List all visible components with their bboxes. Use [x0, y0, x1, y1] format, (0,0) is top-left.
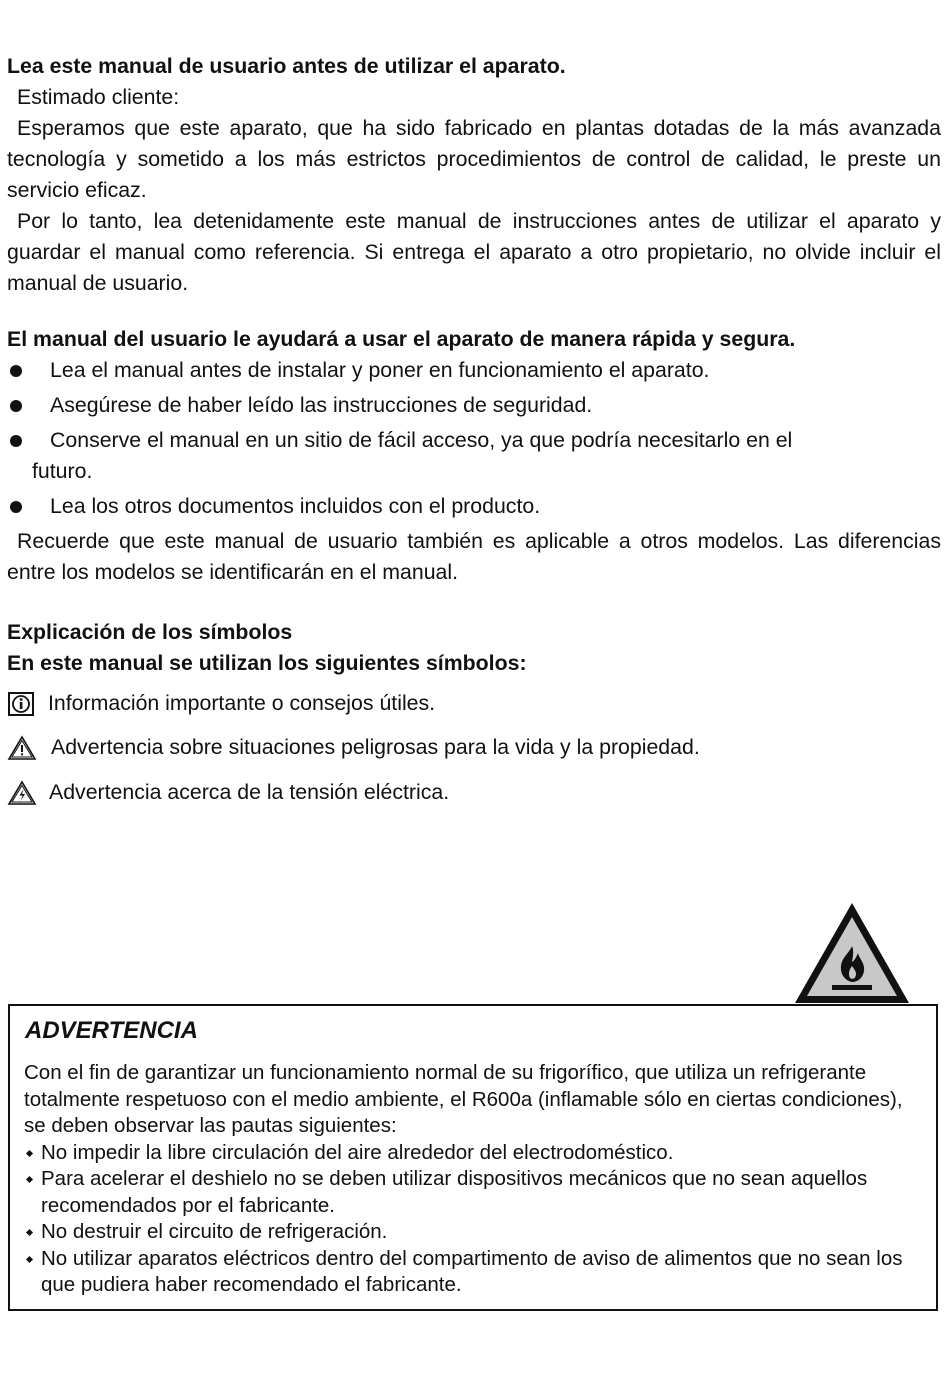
symbol-row-warning — [7, 732, 700, 763]
symbol-row-electric — [7, 777, 449, 808]
warning-item-text: No destruir el circuito de refrigeración. — [41, 1220, 388, 1243]
bullet-icon — [10, 400, 22, 412]
warning-item-text: No impedir la libre circulación del aire alrededor del electrodoméstico. — [41, 1140, 674, 1164]
list-item — [7, 355, 950, 386]
warning-title: ADVERTENCIA — [25, 1017, 198, 1044]
warning-list-item — [24, 1166, 914, 1219]
symbol-description: Información importante o consejos útiles. — [48, 691, 436, 715]
list-item-text-continued: futuro. — [32, 459, 93, 483]
diamond-bullet-icon — [26, 1176, 33, 1183]
manual-purpose-heading: El manual del usuario le ayudará a usar el aparato de manera rápida y segura. — [7, 327, 796, 351]
symbol-description: Advertencia sobre situaciones peligrosas para la vida y la propiedad. — [51, 735, 700, 759]
warning-triangle-icon — [7, 735, 37, 761]
list-item — [7, 390, 950, 421]
list-item-text: Lea el manual antes de instalar y poner en funcionamiento el aparato. — [50, 358, 710, 382]
warning-body — [24, 1060, 914, 1299]
warning-list-item — [24, 1140, 914, 1167]
symbol-row-info — [7, 688, 435, 719]
diamond-bullet-icon — [26, 1149, 33, 1156]
symbols-subheading: En este manual se utilizan los siguientes símbolos: — [7, 651, 527, 675]
list-item — [7, 491, 950, 522]
models-note: Recuerde que este manual de usuario también es aplicable a otros modelos. Las diferencias entre los modelos se identificarán en el manual. — [7, 529, 941, 584]
intro-paragraph-2: Por lo tanto, lea detenidamente este manual de instrucciones antes de utilizar el aparato y guardar el manual como referencia. Si entrega el aparato a otro propietario, no olvide incluir el manual de usuario. — [7, 209, 941, 295]
list-item — [7, 425, 950, 487]
manual-title: Lea este manual de usuario antes de utilizar el aparato. — [7, 54, 566, 78]
symbol-description: Advertencia acerca de la tensión eléctrica. — [49, 780, 450, 804]
list-item-text: Asegúrese de haber leído las instrucciones de seguridad. — [50, 393, 593, 417]
intro-paragraph-1: Esperamos que este aparato, que ha sido fabricado en plantas dotadas de la más avanzada tecnología y sometido a los más estrictos procedimientos de control de calidad, le preste un servicio eficaz. — [7, 116, 941, 202]
diamond-bullet-icon — [26, 1229, 33, 1236]
electric-warning-icon — [7, 780, 37, 806]
list-item-text: Conserve el manual en un sitio de fácil acceso, ya que podría necesitarlo en el — [50, 428, 793, 452]
greeting: Estimado cliente: — [17, 85, 180, 109]
warning-item-text: Para acelerar el deshielo no se deben utilizar dispositivos mecánicos que no sean aquellos recomendados por el fabricante. — [41, 1167, 868, 1217]
flammable-warning-icon — [792, 900, 912, 1006]
info-icon — [8, 692, 34, 716]
warning-list-item — [24, 1246, 914, 1299]
bullet-icon — [10, 501, 22, 513]
warning-item-text: No utilizar aparatos eléctricos dentro del compartimento de aviso de alimentos que no sean los que pudiera haber recomendado el fabricante. — [41, 1246, 903, 1296]
bullet-icon — [10, 365, 22, 377]
bullet-icon — [10, 435, 22, 447]
warning-list-item — [24, 1219, 914, 1246]
list-item-text: Lea los otros documentos incluidos con el producto. — [50, 494, 541, 518]
warning-box — [8, 1004, 938, 1311]
warning-intro: Con el fin de garantizar un funcionamiento normal de su frigorífico, que utiliza un refrigerante totalmente respetuoso con el medio ambiente, el R600a (inflamable sólo en ciertas condiciones), se deben observar las pautas siguientes: — [24, 1061, 903, 1137]
symbols-heading: Explicación de los símbolos — [7, 620, 293, 644]
diamond-bullet-icon — [26, 1255, 33, 1262]
